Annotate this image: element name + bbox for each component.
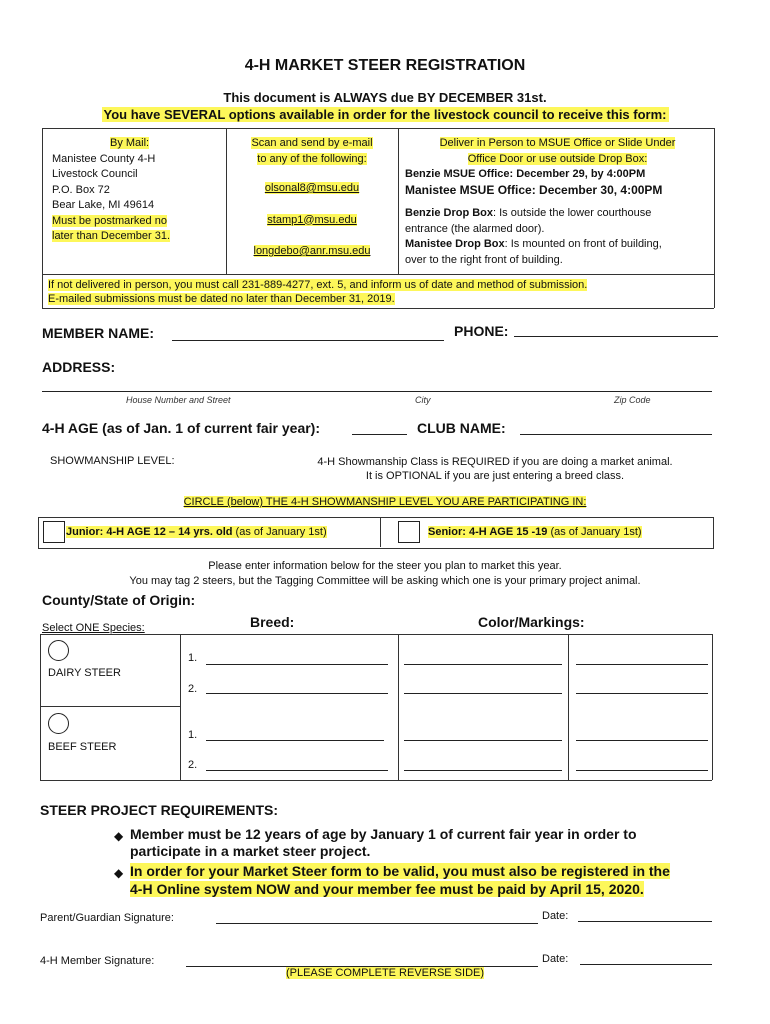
select-species-label: Select ONE Species:	[42, 622, 145, 634]
club-label: CLUB NAME:	[417, 420, 506, 436]
beef-breed-1-field[interactable]	[206, 740, 384, 741]
dairy-extra-2-field[interactable]	[576, 693, 708, 694]
parent-date-field[interactable]	[578, 921, 712, 922]
parent-signature-field[interactable]	[216, 923, 538, 924]
dairy-color-1-field[interactable]	[404, 664, 562, 665]
junior-note: (as of January 1st)	[232, 526, 327, 538]
house-caption: House Number and Street	[126, 395, 231, 405]
email-address-link[interactable]: stamp1@msu.edu	[267, 213, 357, 226]
dairy-radio[interactable]	[48, 640, 69, 661]
mail-header: By Mail:	[110, 137, 150, 149]
page-title: 4-H MARKET STEER REGISTRATION	[244, 57, 526, 74]
age-field[interactable]	[352, 434, 407, 435]
showmanship-note: It is OPTIONAL if you are just entering a breed class.	[365, 470, 625, 482]
row-number: 1.	[188, 729, 198, 741]
origin-label: County/State of Origin:	[42, 592, 196, 608]
dairy-color-2-field[interactable]	[404, 693, 562, 694]
deliver-header: Deliver in Person to MSUE Office or Slide Under	[439, 137, 676, 149]
color-header: Color/Markings:	[478, 614, 585, 630]
requirement-line: Member must be 12 years of age by January 1 of current fair year in order to	[130, 826, 637, 842]
email-header: Scan and send by e-mail	[251, 137, 373, 149]
bullet-icon: ◆	[114, 866, 124, 880]
requirements-title: STEER PROJECT REQUIREMENTS:	[40, 802, 279, 818]
requirement-line: 4-H Online system NOW and your member fee must be paid by April 15, 2020.	[130, 881, 644, 897]
manistee-office: Manistee MSUE Office: December 30, 4:00PM	[405, 182, 663, 197]
showmanship-label: SHOWMANSHIP LEVEL:	[50, 455, 175, 467]
phone-field[interactable]	[514, 336, 718, 337]
manistee-box-text2: over to the right front of building.	[405, 253, 563, 266]
manistee-box-text: : Is mounted on front of building,	[504, 238, 662, 250]
city-caption: City	[415, 395, 431, 405]
address-field[interactable]	[42, 391, 712, 392]
circle-instruction: CIRCLE (below) THE 4-H SHOWMANSHIP LEVEL YOU ARE PARTICIPATING IN:	[183, 496, 587, 508]
steer-instruction-line: You may tag 2 steers, but the Tagging Committee will be asking which one is your primary project animal.	[129, 575, 641, 587]
row-number: 2.	[188, 759, 198, 771]
senior-option: Senior: 4-H AGE 15 -19	[428, 526, 548, 538]
beef-breed-2-field[interactable]	[206, 770, 388, 771]
club-field[interactable]	[520, 434, 712, 435]
address-label: ADDRESS:	[42, 359, 116, 375]
dairy-breed-1-field[interactable]	[206, 664, 388, 665]
email-header: to any of the following:	[257, 152, 367, 165]
mail-line: Bear Lake, MI 49614	[52, 199, 155, 211]
deliver-column	[405, 136, 710, 268]
requirement-2	[130, 862, 670, 898]
email-address-link[interactable]: longdebo@anr.msu.edu	[253, 245, 371, 257]
member-signature-label: 4-H Member Signature:	[40, 955, 155, 967]
beef-color-1-field[interactable]	[404, 740, 562, 741]
reverse-side-note: (PLEASE COMPLETE REVERSE SIDE)	[285, 967, 485, 979]
beef-extra-1-field[interactable]	[576, 740, 708, 741]
manistee-box-label: Manistee Drop Box	[405, 238, 505, 250]
notice	[48, 278, 587, 306]
dairy-breed-2-field[interactable]	[206, 693, 388, 694]
senior-checkbox[interactable]	[398, 521, 420, 543]
parent-signature-label: Parent/Guardian Signature:	[40, 912, 174, 924]
requirement-1	[130, 826, 637, 860]
date-label: Date:	[542, 953, 569, 965]
beef-color-2-field[interactable]	[404, 770, 562, 771]
bullet-icon: ◆	[114, 829, 124, 843]
row-number: 1.	[188, 652, 198, 664]
benzie-office: Benzie MSUE Office: December 29, by 4:00PM	[405, 168, 646, 180]
beef-radio[interactable]	[48, 713, 69, 734]
options-line: You have SEVERAL options available in order for the livestock council to receive this form:	[103, 107, 667, 122]
member-name-field[interactable]	[172, 340, 444, 341]
postmark-line: Must be postmarked no	[52, 214, 167, 227]
showmanship-notes	[270, 455, 720, 483]
mail-line: P.O. Box 72	[52, 183, 110, 196]
age-label: 4-H AGE (as of Jan. 1 of current fair year):	[42, 420, 320, 436]
senior-note: (as of January 1st)	[547, 526, 642, 538]
member-date-field[interactable]	[580, 964, 712, 965]
benzie-box-text: : Is outside the lower courthouse	[493, 207, 652, 219]
email-address-link[interactable]: olsonal8@msu.edu	[264, 182, 360, 194]
member-name-label: MEMBER NAME:	[42, 325, 154, 341]
mail-line: Manistee County 4-H	[52, 152, 156, 165]
beef-extra-2-field[interactable]	[576, 770, 708, 771]
benzie-box-label: Benzie Drop Box	[405, 207, 494, 219]
postmark-line: later than December 31.	[52, 230, 171, 242]
notice-line: If not delivered in person, you must call 231-889-4277, ext. 5, and inform us of date and method of submission.	[48, 279, 588, 291]
junior-option: Junior: 4-H AGE 12 – 14 yrs. old	[66, 526, 233, 538]
due-line: This document is ALWAYS due BY DECEMBER 31st.	[223, 90, 547, 105]
dairy-label: DAIRY STEER	[48, 667, 121, 679]
beef-label: BEEF STEER	[48, 741, 117, 753]
mail-line: Livestock Council	[52, 168, 138, 180]
breed-header: Breed:	[250, 614, 295, 630]
date-label: Date:	[542, 910, 569, 922]
junior-checkbox[interactable]	[43, 521, 65, 543]
row-number: 2.	[188, 683, 198, 695]
phone-label: PHONE:	[454, 323, 509, 339]
requirement-line: In order for your Market Steer form to be valid, you must also be registered in the	[130, 863, 670, 879]
zip-caption: Zip Code	[614, 395, 651, 405]
mail-column	[52, 136, 170, 245]
benzie-box-text2: entrance (the alarmed door).	[405, 222, 545, 235]
showmanship-note: 4-H Showmanship Class is REQUIRED if you are doing a market animal.	[317, 456, 673, 468]
notice-line: E-mailed submissions must be dated no later than December 31, 2019.	[48, 293, 395, 305]
dairy-extra-1-field[interactable]	[576, 664, 708, 665]
requirement-line: participate in a market steer project.	[130, 843, 371, 859]
deliver-header: Office Door or use outside Drop Box:	[467, 152, 648, 165]
steer-instructions	[0, 559, 770, 589]
steer-instruction-line: Please enter information below for the steer you plan to market this year.	[208, 560, 562, 572]
email-column	[228, 136, 396, 260]
